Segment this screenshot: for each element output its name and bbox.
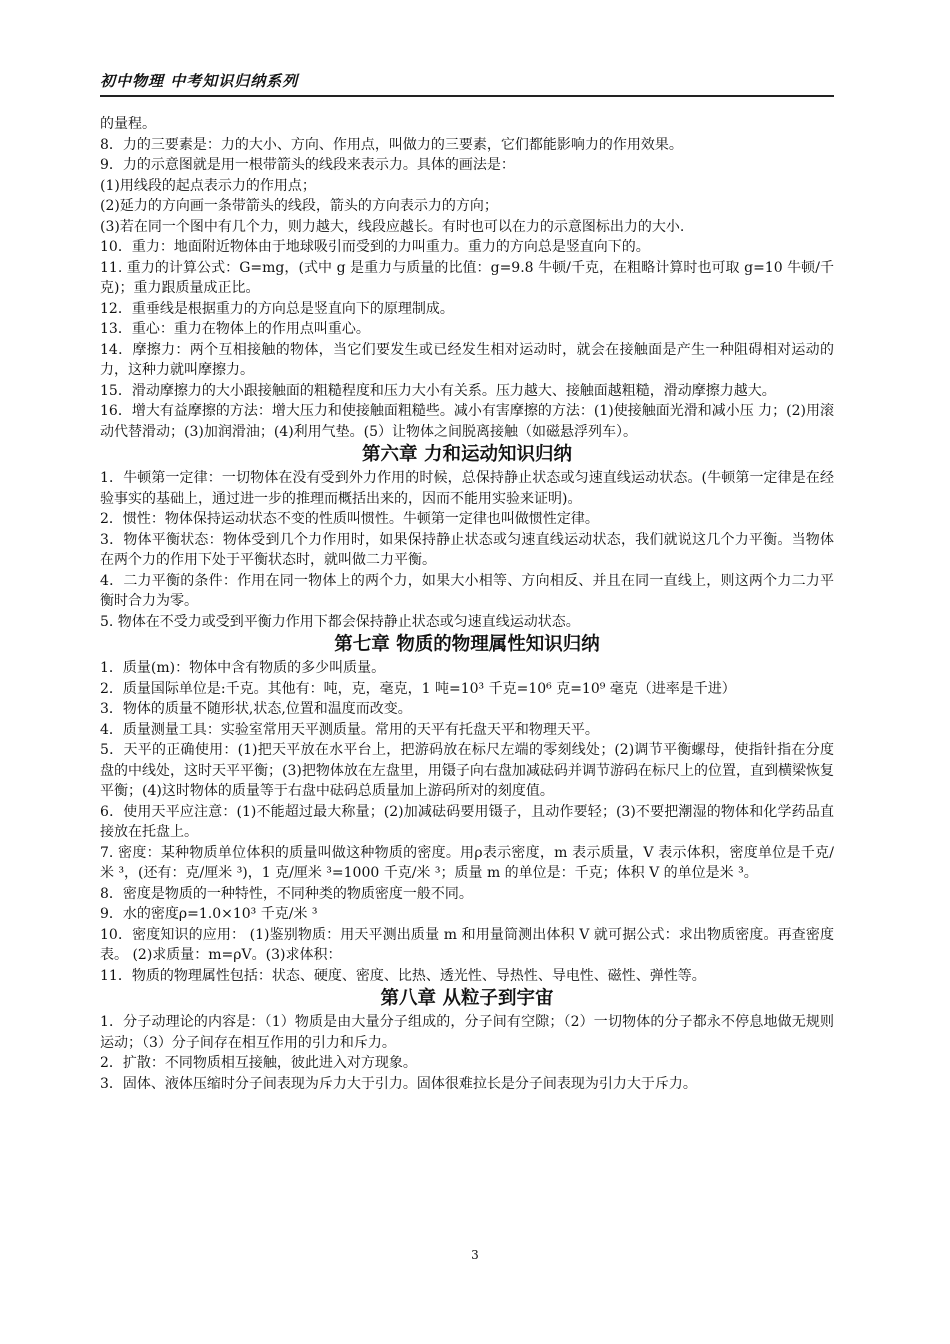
paragraph: 2．质量国际单位是:千克。其他有：吨，克，毫克，1 吨=10³ 千克=10⁶ 克=10⁹ 毫克（进率是千进） bbox=[100, 680, 736, 697]
paragraph: 12．重垂线是根据重力的方向总是竖直向下的原理制成。 bbox=[100, 300, 454, 317]
paragraph: 1．分子动理论的内容是：（1）物质是由大量分子组成的，分子间有空隙；（2）一切物体的分子都永不停息地做无规则运动；（3）分子间存在相互作用的引力和斥力。 bbox=[100, 1014, 834, 1051]
paragraph: 6．使用天平应注意：(1)不能超过最大称量；(2)加减砝码要用镊子，且动作要轻；(3)不要把潮湿的物体和化学药品直接放在托盘上。 bbox=[100, 803, 834, 840]
paragraph: 5．天平的正确使用：(1)把天平放在水平台上，把游码放在标尺左端的零刻线处；(2)调节平衡螺母，使指针指在分度盘的中线处，这时天平平衡；(3)把物体放在左盘里，用镊子向右盘加减砝码并调节游码在标尺上的位置，直到横梁恢复平衡；(4)这时物体的质量等于右盘中砝码总质量加上游码所对的刻度值。 bbox=[100, 742, 834, 799]
paragraph: 16．增大有益摩擦的方法：增大压力和使接触面粗糙些。减小有害摩擦的方法：(1)使接触面光滑和减小压 力；(2)用滚动代替滑动；(3)加润滑油；(4)利用气垫。(5）让物体之间脱离接触（如磁悬浮列车）。 bbox=[100, 403, 834, 440]
paragraph: 11．物质的物理属性包括：状态、硬度、密度、比热、透光性、导热性、导电性、磁性、弹性等。 bbox=[100, 967, 706, 984]
paragraph: 2．扩散：不同物质相互接触，彼此进入对方现象。 bbox=[100, 1055, 417, 1071]
paragraph: 5. 物体在不受力或受到平衡力作用下都会保持静止状态或匀速直线运动状态。 bbox=[100, 613, 580, 630]
chapter-heading: 第八章 从粒子到宇宙 bbox=[380, 988, 554, 1009]
paragraph: 8．密度是物质的一种特性，不同种类的物质密度一般不同。 bbox=[100, 885, 473, 902]
paragraph: 的量程。 bbox=[100, 116, 156, 132]
paragraph: (1)用线段的起点表示力的作用点； bbox=[100, 177, 316, 194]
paragraph: 13．重心：重力在物体上的作用点叫重心。 bbox=[100, 321, 370, 337]
header-divider bbox=[100, 95, 834, 97]
page-number: 3 bbox=[471, 1248, 479, 1262]
paragraph: (2)延力的方向画一条带箭头的线段，箭头的方向表示力的方向； bbox=[100, 198, 498, 214]
paragraph: 10．密度知识的应用： (1)鉴别物质：用天平测出质量 m 和用量筒测出体积 V 就可据公式：求出物质密度。再查密度表。 (2)求质量：m=ρV。(3)求体积： bbox=[100, 926, 834, 963]
paragraph: 9．力的示意图就是用一根带箭头的线段来表示力。具体的画法是： bbox=[100, 157, 515, 173]
paragraph: 2．惯性：物体保持运动状态不变的性质叫惯性。牛顿第一定律也叫做惯性定律。 bbox=[100, 511, 599, 527]
page-content bbox=[100, 114, 834, 1094]
chapter-heading: 第七章 物质的物理属性知识归纳 bbox=[334, 634, 600, 655]
paragraph: 1．质量(m)：物体中含有物质的多少叫质量。 bbox=[100, 660, 386, 676]
paragraph: 14．摩擦力：两个互相接触的物体，当它们要发生或已经发生相对运动时，就会在接触面是产生一种阻碍相对运动的力，这种力就叫摩擦力。 bbox=[100, 341, 834, 378]
paragraph: 4．质量测量工具：实验室常用天平测质量。常用的天平有托盘天平和物理天平。 bbox=[100, 721, 599, 738]
paragraph: 7. 密度：某种物质单位体积的质量叫做这种物质的密度。用ρ表示密度，m 表示质量，V 表示体积，密度单位是千克/米 ³，(还有：克/厘米 ³)，1 克/厘米 ³=1000 千克/米 ³；质量 m 的单位是：千克；体积 V 的单位是米 ³。 bbox=[100, 844, 834, 881]
header-title: 初中物理 中考知识归纳系列 bbox=[100, 72, 299, 90]
paragraph: 8．力的三要素是：力的大小、方向、作用点，叫做力的三要素，它们都能影响力的作用效果。 bbox=[100, 136, 683, 153]
paragraph: 11. 重力的计算公式：G=mg，(式中 g 是重力与质量的比值：g=9.8 牛顿/千克，在粗略计算时也可取 g=10 牛顿/千克)；重力跟质量成正比。 bbox=[100, 259, 834, 296]
paragraph: 3．物体的质量不随形状,状态,位置和温度而改变。 bbox=[100, 701, 412, 717]
paragraph: 4．二力平衡的条件：作用在同一物体上的两个力，如果大小相等、方向相反、并且在同一直线上，则这两个力二力平衡时合力为零。 bbox=[100, 572, 834, 609]
paragraph: 10．重力：地面附近物体由于地球吸引而受到的力叫重力。重力的方向总是竖直向下的。 bbox=[100, 239, 650, 255]
paragraph: 1．牛顿第一定律：一切物体在没有受到外力作用的时候，总保持静止状态或匀速直线运动状态。(牛顿第一定律是在经验事实的基础上，通过进一步的推理而概括出来的，因而不能用实验来证明)。 bbox=[100, 470, 834, 507]
chapter-heading: 第六章 力和运动知识归纳 bbox=[362, 444, 572, 465]
paragraph: 9．水的密度ρ=1.0×10³ 千克/米 ³ bbox=[100, 906, 318, 922]
paragraph: 3．固体、液体压缩时分子间表现为斥力大于引力。固体很难拉长是分子间表现为引力大于斥力。 bbox=[100, 1075, 697, 1092]
paragraph: 3．物体平衡状态：物体受到几个力作用时，如果保持静止状态或匀速直线运动状态，我们就说这几个力平衡。当物体在两个力的作用下处于平衡状态时，就叫做二力平衡。 bbox=[100, 531, 834, 568]
paragraph: 15．滑动摩擦力的大小跟接触面的粗糙程度和压力大小有关系。压力越大、接触面越粗糙，滑动摩擦力越大。 bbox=[100, 382, 776, 399]
paragraph: (3)若在同一个图中有几个力，则力越大，线段应越长。有时也可以在力的示意图标出力的大小. bbox=[100, 218, 685, 235]
